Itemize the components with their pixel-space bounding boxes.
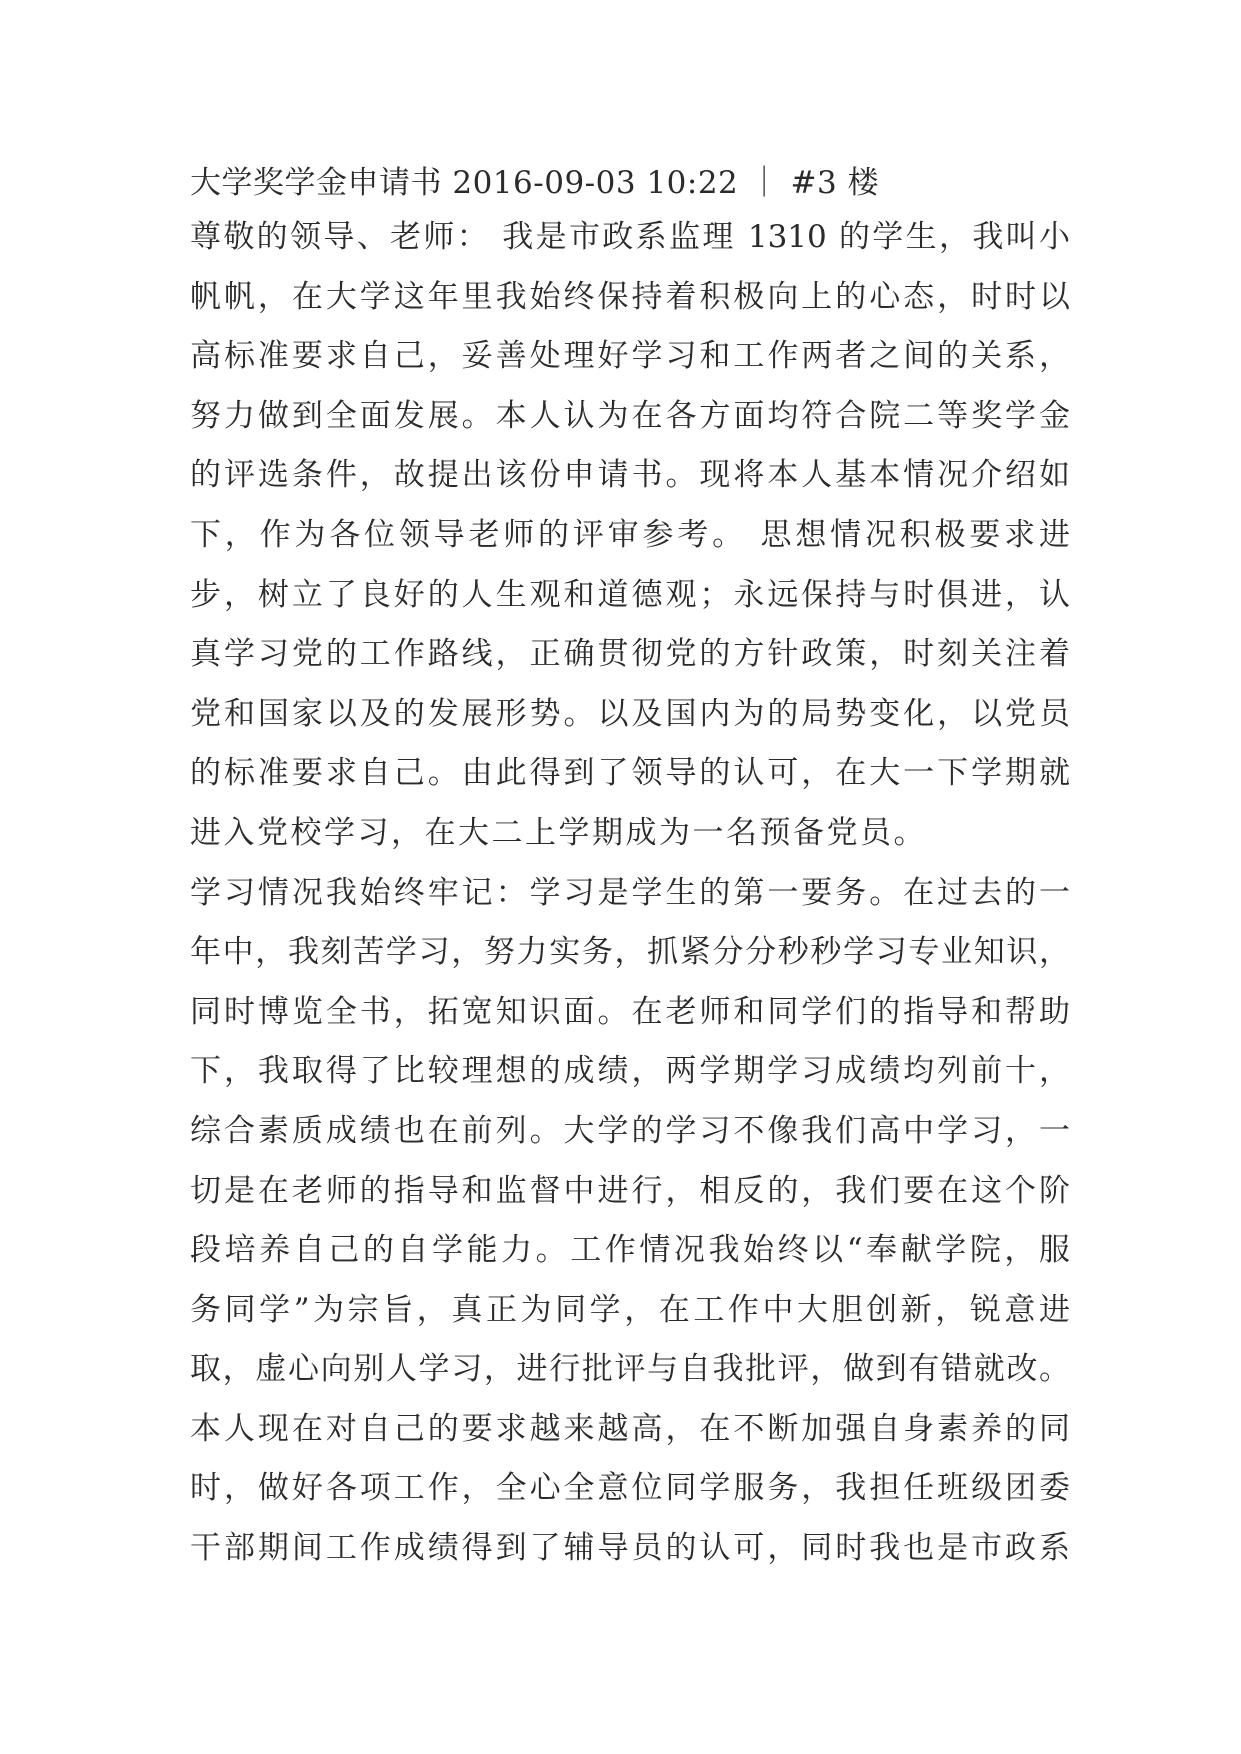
body-line: 下，作为各位领导老师的评审参考。 思想情况积极要求进 (190, 516, 1070, 553)
body-line: 的标准要求自己。由此得到了领导的认可，在大一下学期就 (190, 755, 1070, 792)
body-line: 段培养自己的自学能力。工作情况我始终以“奉献学院，服 (190, 1232, 1070, 1269)
body-line: 时，做好各项工作，全心全意位同学服务，我担任班级团委 (190, 1470, 1070, 1507)
body-line: 取，虚心向别人学习，进行批评与自我批评，做到有错就改。 (190, 1351, 1070, 1388)
body-line: 真学习党的工作路线，正确贯彻党的方针政策，时刻关注着 (190, 636, 1070, 673)
body-line: 本人现在对自己的要求越来越高，在不断加强自身素养的同 (190, 1410, 1070, 1447)
body-line: 步，树立了良好的人生观和道德观；永远保持与时俱进，认 (190, 576, 1070, 613)
document-header-line: 大学奖学金申请书 2016-09-03 10:22 ｜ #3 楼 (190, 165, 880, 201)
body-line: 务同学”为宗旨，真正为同学，在工作中大胆创新，锐意进 (190, 1291, 1070, 1328)
body-line: 进入党校学习，在大二上学期成为一名预备党员。 (190, 814, 927, 851)
body-line: 切是在老师的指导和监督中进行，相反的，我们要在这个阶 (190, 1172, 1070, 1209)
body-line: 同时博览全书，拓宽知识面。在老师和同学们的指导和帮助 (190, 993, 1070, 1030)
body-line: 学习情况我始终牢记：学习是学生的第一要务。在过去的一 (190, 874, 1070, 911)
body-line: 综合素质成绩也在前列。大学的学习不像我们高中学习，一 (190, 1112, 1070, 1149)
body-line: 下，我取得了比较理想的成绩，两学期学习成绩均列前十， (190, 1053, 1070, 1090)
body-line: 尊敬的领导、老师： 我是市政系监理 1310 的学生，我叫小 (190, 219, 1070, 255)
body-line: 的评选条件，故提出该份申请书。现将本人基本情况介绍如 (190, 457, 1070, 494)
body-line: 年中，我刻苦学习，努力实务，抓紧分分秒秒学习专业知识， (190, 934, 1070, 971)
document-body (190, 158, 1070, 1579)
body-line: 帆帆，在大学这年里我始终保持着积极向上的心态，时时以 (190, 278, 1070, 315)
body-line: 高标准要求自己，妥善处理好学习和工作两者之间的关系， (190, 338, 1070, 375)
body-line: 努力做到全面发展。本人认为在各方面均符合院二等奖学金 (190, 397, 1070, 434)
body-line: 党和国家以及的发展形势。以及国内为的局势变化，以党员 (190, 695, 1070, 732)
body-line: 干部期间工作成绩得到了辅导员的认可，同时我也是市政系 (190, 1530, 1070, 1567)
